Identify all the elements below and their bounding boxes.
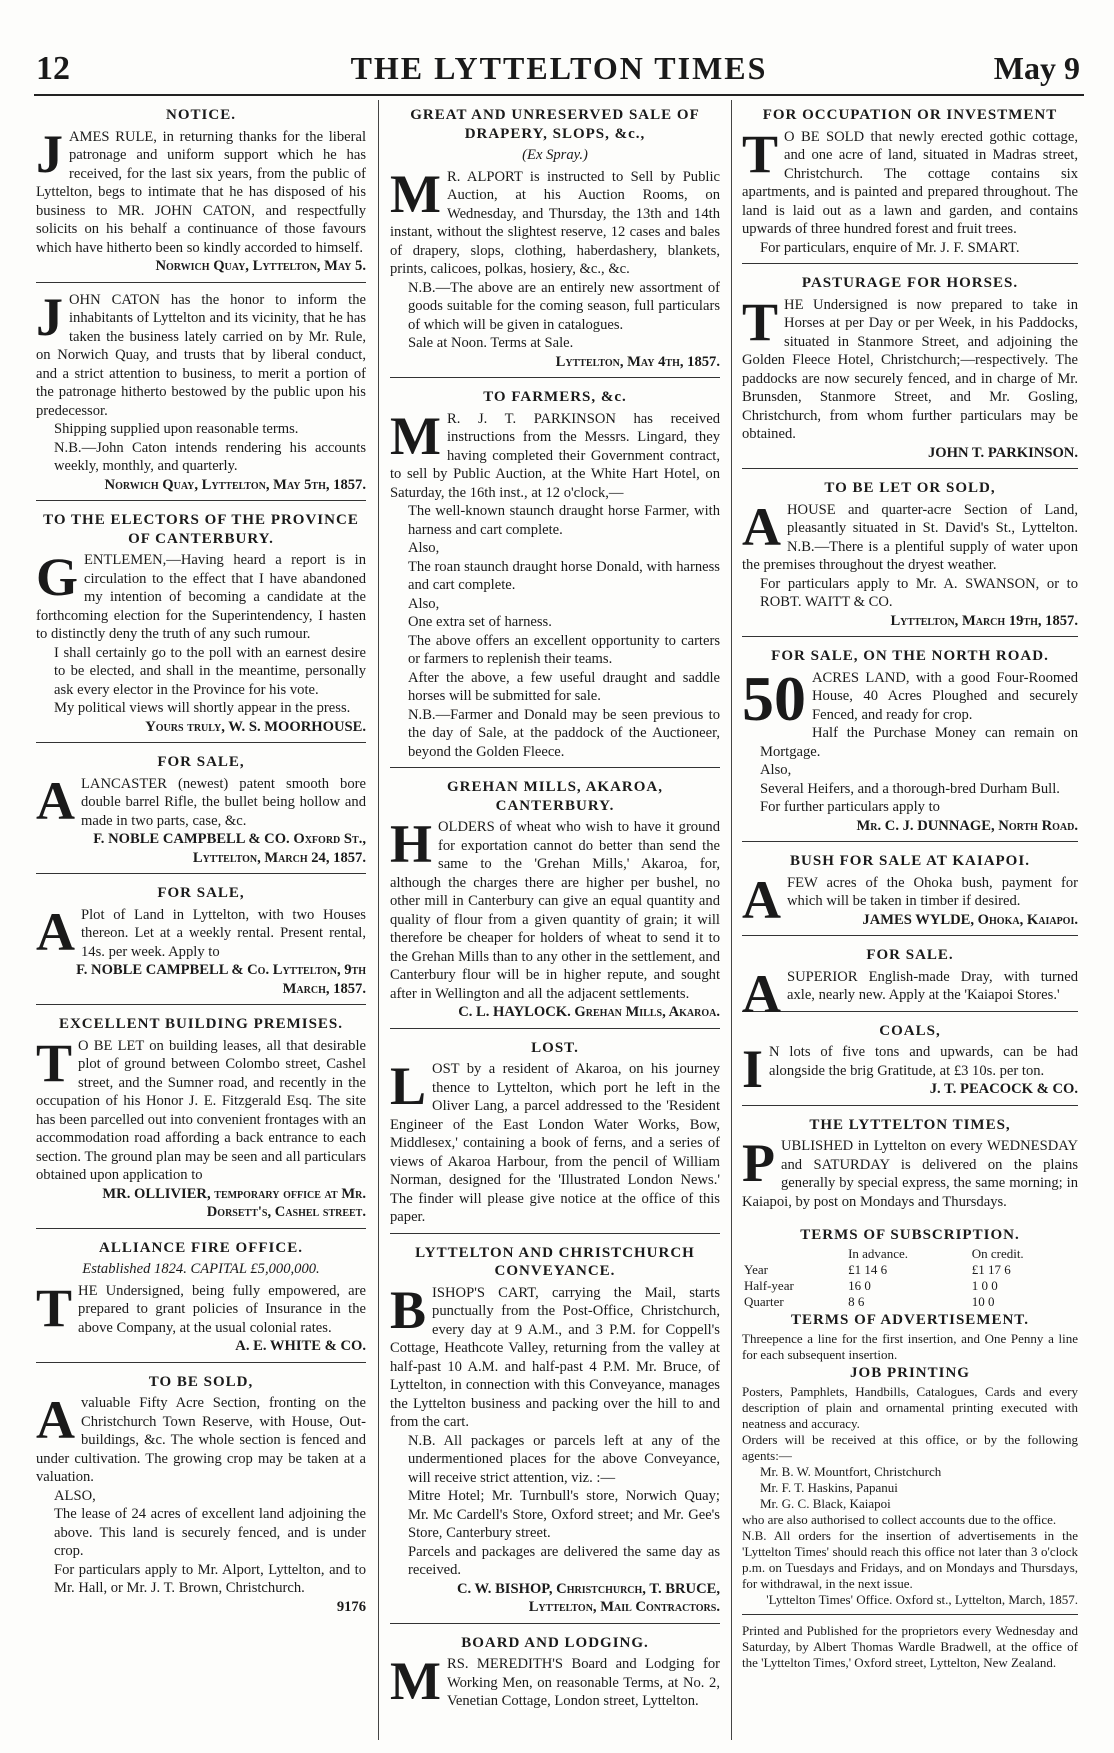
ad-heading: BUSH FOR SALE AT KAIAPOI. (790, 853, 1030, 869)
ad-signature: 9176 (336, 1598, 366, 1615)
ad-heading: TO BE LET OR SOLD, (824, 480, 996, 496)
ad-signature: C. L. HAYLOCK. Grehan Mills, Akaroa. (458, 1004, 720, 1020)
ad-body-text: N lots of five tons and upwards, can be had alongside the brig Gratitude, at £3 10s. per ton. (769, 1044, 1078, 1079)
ad-extra-line: For particulars apply to Mr. A. SWANSON, or to ROBT. WAITT & CO. (760, 575, 1078, 610)
ad-extra-line: The roan staunch draught horse Donald, with harness and cart complete. (408, 558, 720, 593)
drop-cap: M (390, 163, 441, 224)
ad-body (742, 662, 1078, 734)
ad-subheading: Established 1824. CAPITAL £5,000,000. (82, 1261, 320, 1277)
ad-body-text: HE Undersigned, being fully empowered, are prepared to grant policies of Insurance in the above Company, at the usual colonial rates. (78, 1282, 366, 1336)
drop-cap: A (742, 496, 781, 557)
ad-heading: GREAT AND UNRESERVED SALE OF DRAPERY, SLOPS, &c., (410, 107, 700, 142)
ad-extra-line: For further particulars apply to (760, 799, 940, 815)
drop-cap: I (742, 1039, 764, 1099)
imprint-text: Printed and Published for the proprietors every Wednesday and Saturday, by Albert Thomas Wardle Bradwell, at the office of the 'Lyttelton Times,' Oxford street, Lyttelton, New Zealand. (742, 1623, 1078, 1670)
ad-signature: Lyttelton, March 19th, 1857. (890, 612, 1078, 629)
agent-line: Mr. G. C. Black, Kaiapoi (760, 1496, 891, 1511)
newspaper-title: THE LYTTELTON TIMES (350, 50, 768, 86)
drop-cap: A (36, 770, 75, 831)
ad-heading: LYTTELTON AND CHRISTCHURCH CONVEYANCE. (415, 1244, 695, 1279)
ad-extra-line: Mitre Hotel; Mr. Turnbull's store, Norwich Quay; Mr. Mc Cardell's Store, Oxford street; and Mr. Gee's Store, Canterbury street. (408, 1488, 720, 1541)
drop-cap: J (36, 123, 63, 184)
ad-signature: J. T. PEACOCK & CO. (929, 1081, 1078, 1097)
drop-cap: P (742, 1133, 775, 1193)
ad-heading: FOR OCCUPATION OR INVESTMENT (762, 107, 1058, 123)
ad-body (36, 123, 366, 258)
ad-heading: PASTURAGE FOR HORSES. (801, 275, 1019, 291)
drop-cap: T (36, 1277, 73, 1338)
ad-body (36, 1277, 366, 1338)
drop-cap: A (742, 869, 781, 930)
advertisement (742, 846, 1078, 936)
ad-body (36, 286, 366, 421)
ad-extra-line: The well-known staunch draught horse Farmer, with harness and cart complete. (408, 503, 720, 538)
ad-signature: F. NOBLE CAMPBELL & CO. Oxford St., Lyttelton, March 24, 1857. (93, 831, 366, 866)
ad-subheading: (Ex Spray.) (522, 147, 588, 163)
table-row: Quarter 8 6 10 0 (744, 1294, 995, 1309)
ad-heading: TO THE ELECTORS OF THE PROVINCE OF CANTERBURY. (43, 512, 359, 547)
drop-cap: A (36, 901, 75, 962)
table-header: In advance. (848, 1246, 908, 1261)
advertisement (742, 1110, 1078, 1218)
drop-cap: A (742, 963, 781, 1024)
ad-body (742, 291, 1078, 444)
ad-body (390, 1279, 720, 1432)
advertisement (36, 1233, 366, 1363)
ad-heading: FOR SALE, (157, 885, 245, 901)
advertisement (390, 772, 720, 1029)
advertisement (390, 382, 720, 768)
ad-extra-line: For particulars apply to Mr. Alport, Lyttelton, and to Mr. Hall, or Mr. J. T. Brown, Christchurch. (54, 1561, 366, 1596)
ad-signature: Norwich Quay, Lyttelton, May 5. (155, 258, 366, 274)
ad-body-text: valuable Fifty Acre Section, fronting on the Christchurch Town Reserve, with House, Out-buildings, &c. The whole section is fenced and under cultivation. The growing crop may be taken at a valuation. (36, 1395, 366, 1485)
ad-signature: Lyttelton, May 4th, 1857. (555, 353, 720, 370)
ad-body-text: ENTLEMEN,—Having heard a report is in circulation to the effect that I have abandoned my intention of becoming a candidate at the forthcoming election for the Superintendency, I hasten to distinctly deny the truth of any such rumour. (36, 552, 366, 642)
ad-heading: FOR SALE, ON THE NORTH ROAD. (771, 648, 1049, 664)
ad-extra-line: My political views will shortly appear in the press. (54, 700, 351, 716)
orders-text: Orders will be received at this office, or by the following agents:— (742, 1432, 1078, 1463)
ad-heading: FOR SALE, (157, 754, 245, 770)
ad-signature: Norwich Quay, Lyttelton, May 5th, 1857. (104, 476, 366, 493)
table-header: On credit. (971, 1246, 1024, 1261)
ad-body (36, 1390, 366, 1487)
agent-line: Mr. B. W. Mountfort, Christchurch (760, 1464, 942, 1479)
subscription-title: TERMS OF SUBSCRIPTION. (800, 1227, 1020, 1243)
advertisement (742, 940, 1078, 1024)
advertisement (36, 100, 366, 283)
ad-heading: EXCELLENT BUILDING PREMISES. (58, 1016, 344, 1032)
page-number: 12 (36, 50, 70, 87)
ad-body-text: ACRES LAND, with a good Four-Roomed House, 40 Acres Ploughed and securely Fenced, and ready for crop. (812, 669, 1078, 723)
ad-body-text: O BE SOLD that newly erected gothic cottage, and one acre of land, situated in Madras street, Christchurch. The cottage contains six apartments, and is painted and prepared throughout. The land is laid out as a lawn and garden, and contains upwards of three hundred forest and fruit trees. (742, 128, 1078, 237)
ad-body-text: HOUSE and quarter-acre Section of Land, pleasantly situated in St. David's St., Lyttelton. N.B.—There is a plentiful supply of water upon the premises throughout the dryest weather. (742, 501, 1078, 573)
advertisement (36, 287, 366, 502)
ad-extra-line: Several Heifers, and a thorough-bred Durham Bull. (760, 780, 1060, 797)
ad-body-text: RS. MEREDITH'S Board and Lodging for Working Men, on reasonable Terms, at No. 2, Venetian Cottage, London street, Lyttelton. (446, 1656, 720, 1709)
ad-heading: ALLIANCE FIRE OFFICE. (99, 1239, 303, 1256)
ad-body-text: Plot of Land in Lyttelton, with two Houses thereon. Let at a weekly rental. Present rental, 14s. per week. Apply to (81, 906, 366, 960)
advertisement (742, 641, 1078, 842)
ad-extra-line: Also, (408, 595, 440, 612)
ad-extra-line: N.B. All packages or parcels left at any of the undermentioned places for the above Conveyance, will receive strict attention, viz. :— (408, 1432, 720, 1486)
ad-signature: JAMES WYLDE, Ohoka, Kaiapoi. (862, 911, 1078, 928)
ad-heading: FOR SALE. (866, 947, 954, 963)
advertisement (36, 505, 366, 743)
ad-extra-line: Also, (760, 762, 792, 778)
ad-extra-line: The above offers an excellent opportunity to carters or farmers to replenish their teams. (408, 632, 720, 667)
ad-body-text: ISHOP'S CART, carrying the Mail, starts punctually from the Post-Office, Christchurch, every day at 9 A.M., and 3 P.M. for Coppell's Cottage, Heathcote Valley, returning from the valley at half-past 10 A.M. and half-past 4 P.M. Mr. Bruce, of Lyttelton, in connection with this Conveyance, manages the Lyttelton business and packing over the hill to and from the cart. (390, 1284, 720, 1430)
ad-heading: TO FARMERS, &c. (483, 389, 627, 405)
ad-extra-line: The lease of 24 acres of excellent land adjoining the above. This land is securely fenced, and is under crop. (54, 1506, 366, 1559)
ad-heading: TO BE SOLD, (148, 1373, 254, 1390)
ad-body (390, 163, 720, 279)
ad-body-text: UBLISHED in Lyttelton on every WEDNESDAY and SATURDAY is delivered on the plains generally by special express, the same morning; in Kaiapoi, by post on Mondays and Thursdays. (742, 1138, 1078, 1210)
drop-cap: T (742, 291, 779, 352)
ad-signature: F. NOBLE CAMPBELL & Co. Lyttelton, 9th March, 1857. (76, 962, 366, 997)
advertisement (742, 268, 1078, 469)
advertisement (390, 100, 720, 378)
subscription-table (742, 1246, 1078, 1310)
ad-heading: GREHAN MILLS, AKAROA, CANTERBURY. (446, 779, 664, 814)
drop-cap: T (742, 123, 779, 184)
advertisement (742, 473, 1078, 637)
advertisement-terms-title: TERMS OF ADVERTISEMENT. (791, 1312, 1029, 1328)
ad-extra-line: I shall certainly go to the poll with an earnest desire to be elected, and shall in the meantime, personally ask every elector in the Province for his vote. (54, 644, 366, 698)
ad-extra-line: Half the Purchase Money can remain on Mortgage. (760, 725, 1078, 760)
agents-note: who are also authorised to collect accounts due to the office. (742, 1512, 1057, 1527)
ad-body-text: SUPERIOR English-made Dray, with turned axle, nearly new. Apply at the 'Kaiapoi Stores.' (787, 968, 1078, 1003)
advertisement (742, 1016, 1078, 1106)
ad-extra-line: After the above, a few useful draught and saddle horses will be submitted for sale. (408, 669, 720, 704)
drop-cap: J (36, 286, 63, 347)
ad-heading: NOTICE. (166, 107, 236, 123)
masthead (34, 40, 1084, 96)
large-number: 50 (742, 662, 806, 734)
agent-line: Mr. F. T. Haskins, Papanui (760, 1480, 898, 1495)
ad-body-text: OLDERS of wheat who wish to have it ground for exportation cannot do better than send the same to the 'Grehan Mills,' Akaroa, for, although the charges there are higher per bushel, no other mill in Canterbury can give an equal quantity and quality of flour from a given quantity of grain; it will therefore be cheaper for holders of wheat to send it to the Grehan Mills than to any other in the settlement, and Canterbury flour will be in higher repute, and sought after in Wellington and all the adjacent settlements. (390, 819, 720, 1002)
ad-body (390, 405, 720, 503)
ad-signature: JOHN T. PARKINSON. (927, 444, 1078, 461)
ad-extra-line: Parcels and packages are delivered the same day as received. (408, 1543, 720, 1578)
drop-cap: A (36, 1390, 75, 1450)
ad-signature: C. W. BISHOP, Christchurch, T. BRUCE, Lyttelton, Mail Contractors. (456, 1580, 720, 1615)
subscription-terms (742, 1221, 1078, 1615)
ad-extra-line: For particulars, enquire of Mr. J. F. SMART. (760, 239, 1020, 256)
imprint (742, 1619, 1078, 1677)
ad-body (742, 963, 1078, 1024)
advertisement (742, 100, 1078, 264)
column-rule (731, 100, 732, 1740)
table-row: Year £1 14 6 £1 17 6 (744, 1262, 1011, 1277)
ad-signature: A. E. WHITE & CO. (235, 1338, 366, 1354)
advertisement-terms: Threepence a line for the first insertion, and One Penny a line for each subsequent insertion. (742, 1331, 1078, 1362)
ad-heading: COALS, (879, 1022, 941, 1039)
drop-cap: M (390, 1651, 441, 1711)
ad-body-text: LANCASTER (newest) patent smooth bore double barrel Rifle, the bullet being hollow and made in two parts, case, &c. (81, 775, 366, 829)
ad-body-text: OHN CATON has the honor to inform the inhabitants of Lyttelton and its vicinity, that he has taken the business lately carried on by Mr. Rule, on Norwich Quay, and trusts that by liberal conduct, and a strict attention to business, to merit a portion of the patronage hitherto bestowed by the public upon his predecessor. (36, 291, 366, 419)
drop-cap: G (36, 547, 79, 607)
ad-extra-line: N.B.—The above are an entirely new assortment of goods suitable for the coming season, full particulars of which will be given in catalogues. (408, 279, 720, 333)
ad-signature: Yours truly, W. S. MOORHOUSE. (145, 718, 366, 735)
job-printing-title: JOB PRINTING (850, 1365, 970, 1381)
ad-body-text: OST by a resident of Akaroa, on his journey thence to Lyttelton, which port he left in the Oliver Lang, a parcel addressed to the 'Resident Engineer of the East London Water Works, Bow, Middlesex,' containing a book of ferns, and a series of views of Akaroa Harbour, from the pencil of William Norman, designed for the 'Illustrated London News.' The finder will please give notice at the office of this paper. (390, 1061, 720, 1225)
ad-body-text: R. J. T. PARKINSON has received instructions from the Messrs. Lingard, they having completed their Government contract, to sell by Public Auction, at the White Hart Hotel, on Saturday, the 16th inst., at 12 o'clock,— (390, 410, 720, 501)
advertisement (36, 747, 366, 874)
ad-extra-line: One extra set of harness. (408, 614, 552, 630)
column-rule (378, 100, 379, 1740)
ad-body-text: R. ALPORT is instructed to Sell by Public Auction, at his Auction Rooms, on Wednesday, and Thursday, the 13th and 14th instant, without the slightest reserve, 12 cases and bales of drapery, slops, clothing, haberdashery, blankets, prints, calicoes, polkas, hosiery, &c., &c. (390, 168, 720, 277)
advertisement (36, 1367, 366, 1623)
issue-date: May 9 (993, 50, 1080, 86)
ad-signature: MR. OLLIVIER, temporary office at Mr. Dorsett's, Cashel street. (102, 1185, 366, 1220)
ad-body (742, 496, 1078, 575)
ad-body (742, 1133, 1078, 1211)
ad-body (390, 1056, 720, 1227)
ad-signature: Mr. C. J. DUNNAGE, North Road. (856, 817, 1078, 834)
office-signature: 'Lyttelton Times' Office. Oxford st., Lyttelton, March, 1857. (766, 1592, 1078, 1607)
ad-body-text: O BE LET on building leases, all that desirable plot of ground between Colombo street, Cashel street, and the Sumner road, and recently in the occupation of his Honor J. E. Fitzgerald Esq. The site has been parcelled out into convenient frontages with an accommodation road affording a back entrance to each section. The ground plan may be seen and all particulars obtained upon application to (36, 1037, 366, 1183)
ad-heading: BOARD AND LODGING. (461, 1634, 649, 1651)
ad-body (36, 770, 366, 831)
advertisement (390, 1628, 720, 1717)
ad-extra-line: N.B.—Farmer and Donald may be seen previous to the day of Sale, at the paddock of the Auctioneer, beyond the Golden Fleece. (408, 706, 720, 760)
drop-cap: M (390, 405, 441, 466)
drop-cap: B (390, 1279, 427, 1340)
insertion-note: N.B. All orders for the insertion of advertisements in the 'Lyttelton Times' should reach this office not later than 3 o'clock p.m. on Tuesdays and Fridays, and on Mondays and Thursdays, for withdrawal, in the next issue. (742, 1528, 1078, 1591)
table-row: Half-year 16 0 1 0 0 (744, 1278, 998, 1293)
ad-extra-line: Also, (408, 540, 440, 556)
drop-cap: L (390, 1056, 427, 1116)
column-1 (36, 100, 366, 1735)
ad-body (390, 1651, 720, 1711)
advertisement (36, 878, 366, 1005)
advertisement (36, 1009, 366, 1229)
ad-body-text: AMES RULE, in returning thanks for the liberal patronage and uniform support which he has received, for the last six years, from the public of Lyttelton, begs to intimate that he has disposed of his business to MR. JOHN CATON, and respectfully solicits on his behalf a continuance of those favours which have hitherto been so kindly accorded to himself. (36, 128, 366, 256)
drop-cap: T (36, 1032, 73, 1093)
ad-heading: LOST. (531, 1039, 579, 1056)
ad-heading: THE LYTTELTON TIMES, (809, 1116, 1011, 1133)
ad-extra-line: Shipping supplied upon reasonable terms. (54, 421, 299, 437)
column-3 (742, 100, 1078, 1735)
ad-body (390, 814, 720, 1003)
job-printing-body: Posters, Pamphlets, Handbills, Catalogues, Cards and every description of plain and ornamental printing executed with neatness and accuracy. (742, 1384, 1078, 1431)
ad-body (36, 901, 366, 962)
advertisement (390, 1238, 720, 1624)
ad-extra-line: Sale at Noon. Terms at Sale. (408, 335, 574, 351)
ad-body (36, 1032, 366, 1185)
ad-body-text: FEW acres of the Ohoka bush, payment for which will be taken in timber if desired. (787, 874, 1078, 909)
column-2 (390, 100, 720, 1735)
ad-body (742, 123, 1078, 239)
ad-body (36, 547, 366, 644)
ad-extra-line: N.B.—John Caton intends rendering his accounts weekly, monthly, and quarterly. (54, 439, 366, 474)
drop-cap: H (390, 814, 433, 874)
table-header (742, 1246, 846, 1262)
ad-extra-line: ALSO, (54, 1487, 96, 1504)
advertisement (390, 1033, 720, 1234)
ad-body-text: HE Undersigned is now prepared to take in Horses at per Day or per Week, in his Paddocks, situated in Stanmore Street, and adjoining the Golden Fleece Hotel, Christchurch;—respectively. The paddocks are now securely fenced, and in charge of Mr. Brunsden, Stanmore Street, and Mr. Gosling, Christchurch, from whom further particulars may be obtained. (742, 296, 1078, 442)
